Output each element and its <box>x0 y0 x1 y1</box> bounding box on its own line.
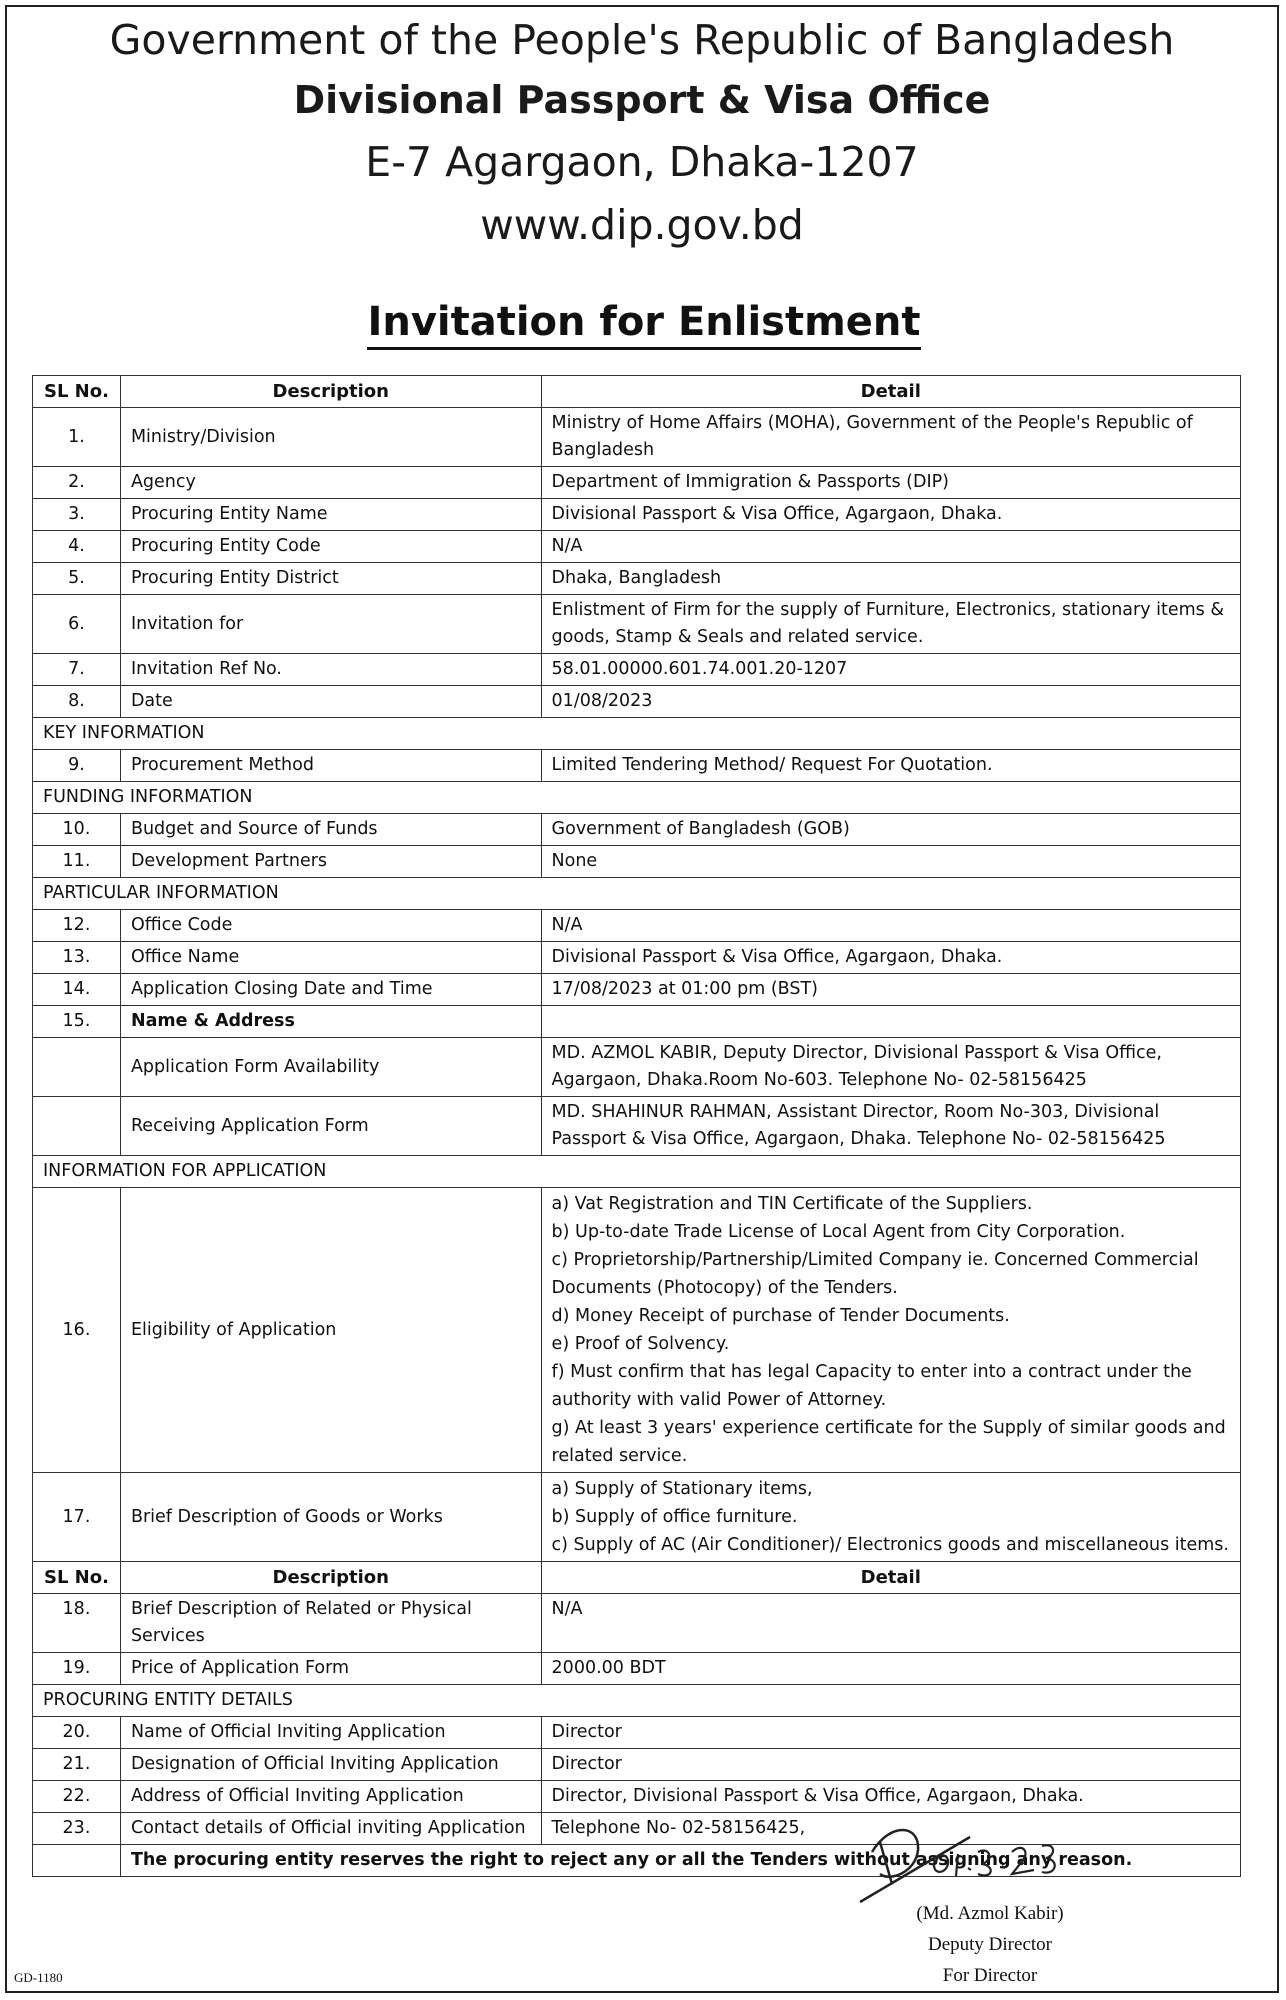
list-item: f) Must confirm that has legal Capacity to enter into a contract under the authority with valid Power of Attorney. <box>551 1362 1192 1410</box>
section-row <box>33 1685 1241 1717</box>
eligibility-list <box>541 1188 1240 1473</box>
table-row: 19. Price of Application Form 2000.00 BDT <box>33 1653 1241 1685</box>
table-row: 4. Procuring Entity Code N/A <box>33 531 1241 563</box>
table-row: 23. Contact details of Official inviting Application Telephone No- 02-58156425, <box>33 1813 1241 1845</box>
section-row <box>33 1156 1241 1188</box>
office-website: www.dip.gov.bd <box>480 201 804 249</box>
office-name: Divisional Passport & Visa Office <box>293 78 991 122</box>
table-row: 16. Eligibility of Application a) Vat Registration and TIN Certificate of the Suppliers. b) Up-to-date Trade License of Local Agent from City Corporation. c) Proprietorship/Partnership/Limited Company ie. Concerned Commercial Documents (Photocopy) of the Tenders. d) Money Receipt of purchase of Tender Documents. e) Proof of Solvency. f) Must confirm that has legal Capacity to enter into a contract under the authority with valid Power of Attorney. g) At least 3 years' experience certificate for the Supply of similar goods and related service. <box>33 1188 1241 1473</box>
section-funding-information: FUNDING INFORMATION <box>33 782 1241 814</box>
list-item: a) Vat Registration and TIN Certificate of the Suppliers. <box>551 1194 1033 1214</box>
header-detail: Detail <box>541 376 1240 408</box>
list-item: b) Up-to-date Trade License of Local Agent from City Corporation. <box>551 1222 1126 1242</box>
header-sl: SL No. <box>33 376 121 408</box>
table-row: 6. Invitation for Enlistment of Firm for the supply of Furniture, Electronics, stationary items & goods, Stamp & Seals and related service. <box>33 595 1241 654</box>
table-row: 14. Application Closing Date and Time 17/08/2023 at 01:00 pm (BST) <box>33 974 1241 1006</box>
table-row: 5. Procuring Entity District Dhaka, Bangladesh <box>33 563 1241 595</box>
section-row <box>33 782 1241 814</box>
header-detail: Detail <box>541 1562 1240 1594</box>
table-row: 22. Address of Official Inviting Application Director, Divisional Passport & Visa Office, Agargaon, Dhaka. <box>33 1781 1241 1813</box>
signature-block <box>860 1898 1120 1991</box>
table-row: 17. Brief Description of Goods or Works a) Supply of Stationary items, b) Supply of office furniture. c) Supply of AC (Air Conditioner)/ Electronics goods and miscellaneous items. <box>33 1473 1241 1562</box>
reservation-note: The procuring entity reserves the right to reject any or all the Tenders without assigning any reason. <box>120 1845 1240 1877</box>
table-row: 13. Office Name Divisional Passport & Visa Office, Agargaon, Dhaka. <box>33 942 1241 974</box>
document-code: GD-1180 <box>14 1970 63 1985</box>
table-header-row-repeat <box>33 1562 1241 1594</box>
document-title: Invitation for Enlistment <box>7 299 1281 345</box>
table-row: Receiving Application Form MD. SHAHINUR RAHMAN, Assistant Director, Room No-303, Divisional Passport & Visa Office, Agargaon, Dhaka. Telephone No- 02-58156425 <box>33 1097 1241 1156</box>
list-item: b) Supply of office furniture. <box>551 1507 798 1527</box>
section-key-information: KEY INFORMATION <box>33 718 1241 750</box>
table-row: 11. Development Partners None <box>33 846 1241 878</box>
table-row: 21. Designation of Official Inviting Application Director <box>33 1749 1241 1781</box>
header-description: Description <box>120 1562 541 1594</box>
list-item: c) Supply of AC (Air Conditioner)/ Electronics goods and miscellaneous items. <box>551 1535 1229 1555</box>
list-item: e) Proof of Solvency. <box>551 1334 730 1354</box>
list-item: c) Proprietorship/Partnership/Limited Company ie. Concerned Commercial Documents (Photocopy) of the Tenders. <box>551 1250 1199 1298</box>
section-particular-information: PARTICULAR INFORMATION <box>33 878 1241 910</box>
letterhead <box>7 11 1277 257</box>
section-procuring-entity-details: PROCURING ENTITY DETAILS <box>33 1685 1241 1717</box>
table-row: Application Form Availability MD. AZMOL KABIR, Deputy Director, Divisional Passport & Visa Office, Agargaon, Dhaka.Room No-603. Telephone No- 02-58156425 <box>33 1038 1241 1097</box>
signature-image <box>850 1812 1150 1912</box>
signatory-name: (Md. Azmol Kabir) <box>916 1903 1064 1924</box>
goods-list <box>541 1473 1240 1562</box>
table-row: 8. Date 01/08/2023 <box>33 686 1241 718</box>
signatory-designation: Deputy Director <box>928 1934 1052 1955</box>
office-address: E-7 Agargaon, Dhaka-1207 <box>365 138 919 186</box>
section-row <box>33 878 1241 910</box>
list-item: a) Supply of Stationary items, <box>551 1479 813 1499</box>
table-row: 20. Name of Official Inviting Application Director <box>33 1717 1241 1749</box>
section-information-for-application: INFORMATION FOR APPLICATION <box>33 1156 1241 1188</box>
table-header-row <box>33 376 1241 408</box>
table-row: 15. Name & Address <box>33 1006 1241 1038</box>
table-row: 10. Budget and Source of Funds Government of Bangladesh (GOB) <box>33 814 1241 846</box>
table-row: 3. Procuring Entity Name Divisional Passport & Visa Office, Agargaon, Dhaka. <box>33 499 1241 531</box>
table-row: 18. Brief Description of Related or Physical Services N/A <box>33 1594 1241 1653</box>
section-row <box>33 718 1241 750</box>
government-name: Government of the People's Republic of Bangladesh <box>109 16 1175 64</box>
list-item: g) At least 3 years' experience certificate for the Supply of similar goods and related service. <box>551 1418 1226 1466</box>
table-row: 7. Invitation Ref No. 58.01.00000.601.74.001.20-1207 <box>33 654 1241 686</box>
signatory-for: For Director <box>942 1965 1038 1986</box>
list-item: d) Money Receipt of purchase of Tender Documents. <box>551 1306 1010 1326</box>
table-row: 12. Office Code N/A <box>33 910 1241 942</box>
enlistment-table <box>32 375 1241 1877</box>
header-sl: SL No. <box>33 1562 121 1594</box>
table-row: 2. Agency Department of Immigration & Passports (DIP) <box>33 467 1241 499</box>
table-row: 9. Procurement Method Limited Tendering Method/ Request For Quotation. <box>33 750 1241 782</box>
header-description: Description <box>120 376 541 408</box>
table-row: 1. Ministry/Division Ministry of Home Affairs (MOHA), Government of the People's Republic of Bangladesh <box>33 408 1241 467</box>
